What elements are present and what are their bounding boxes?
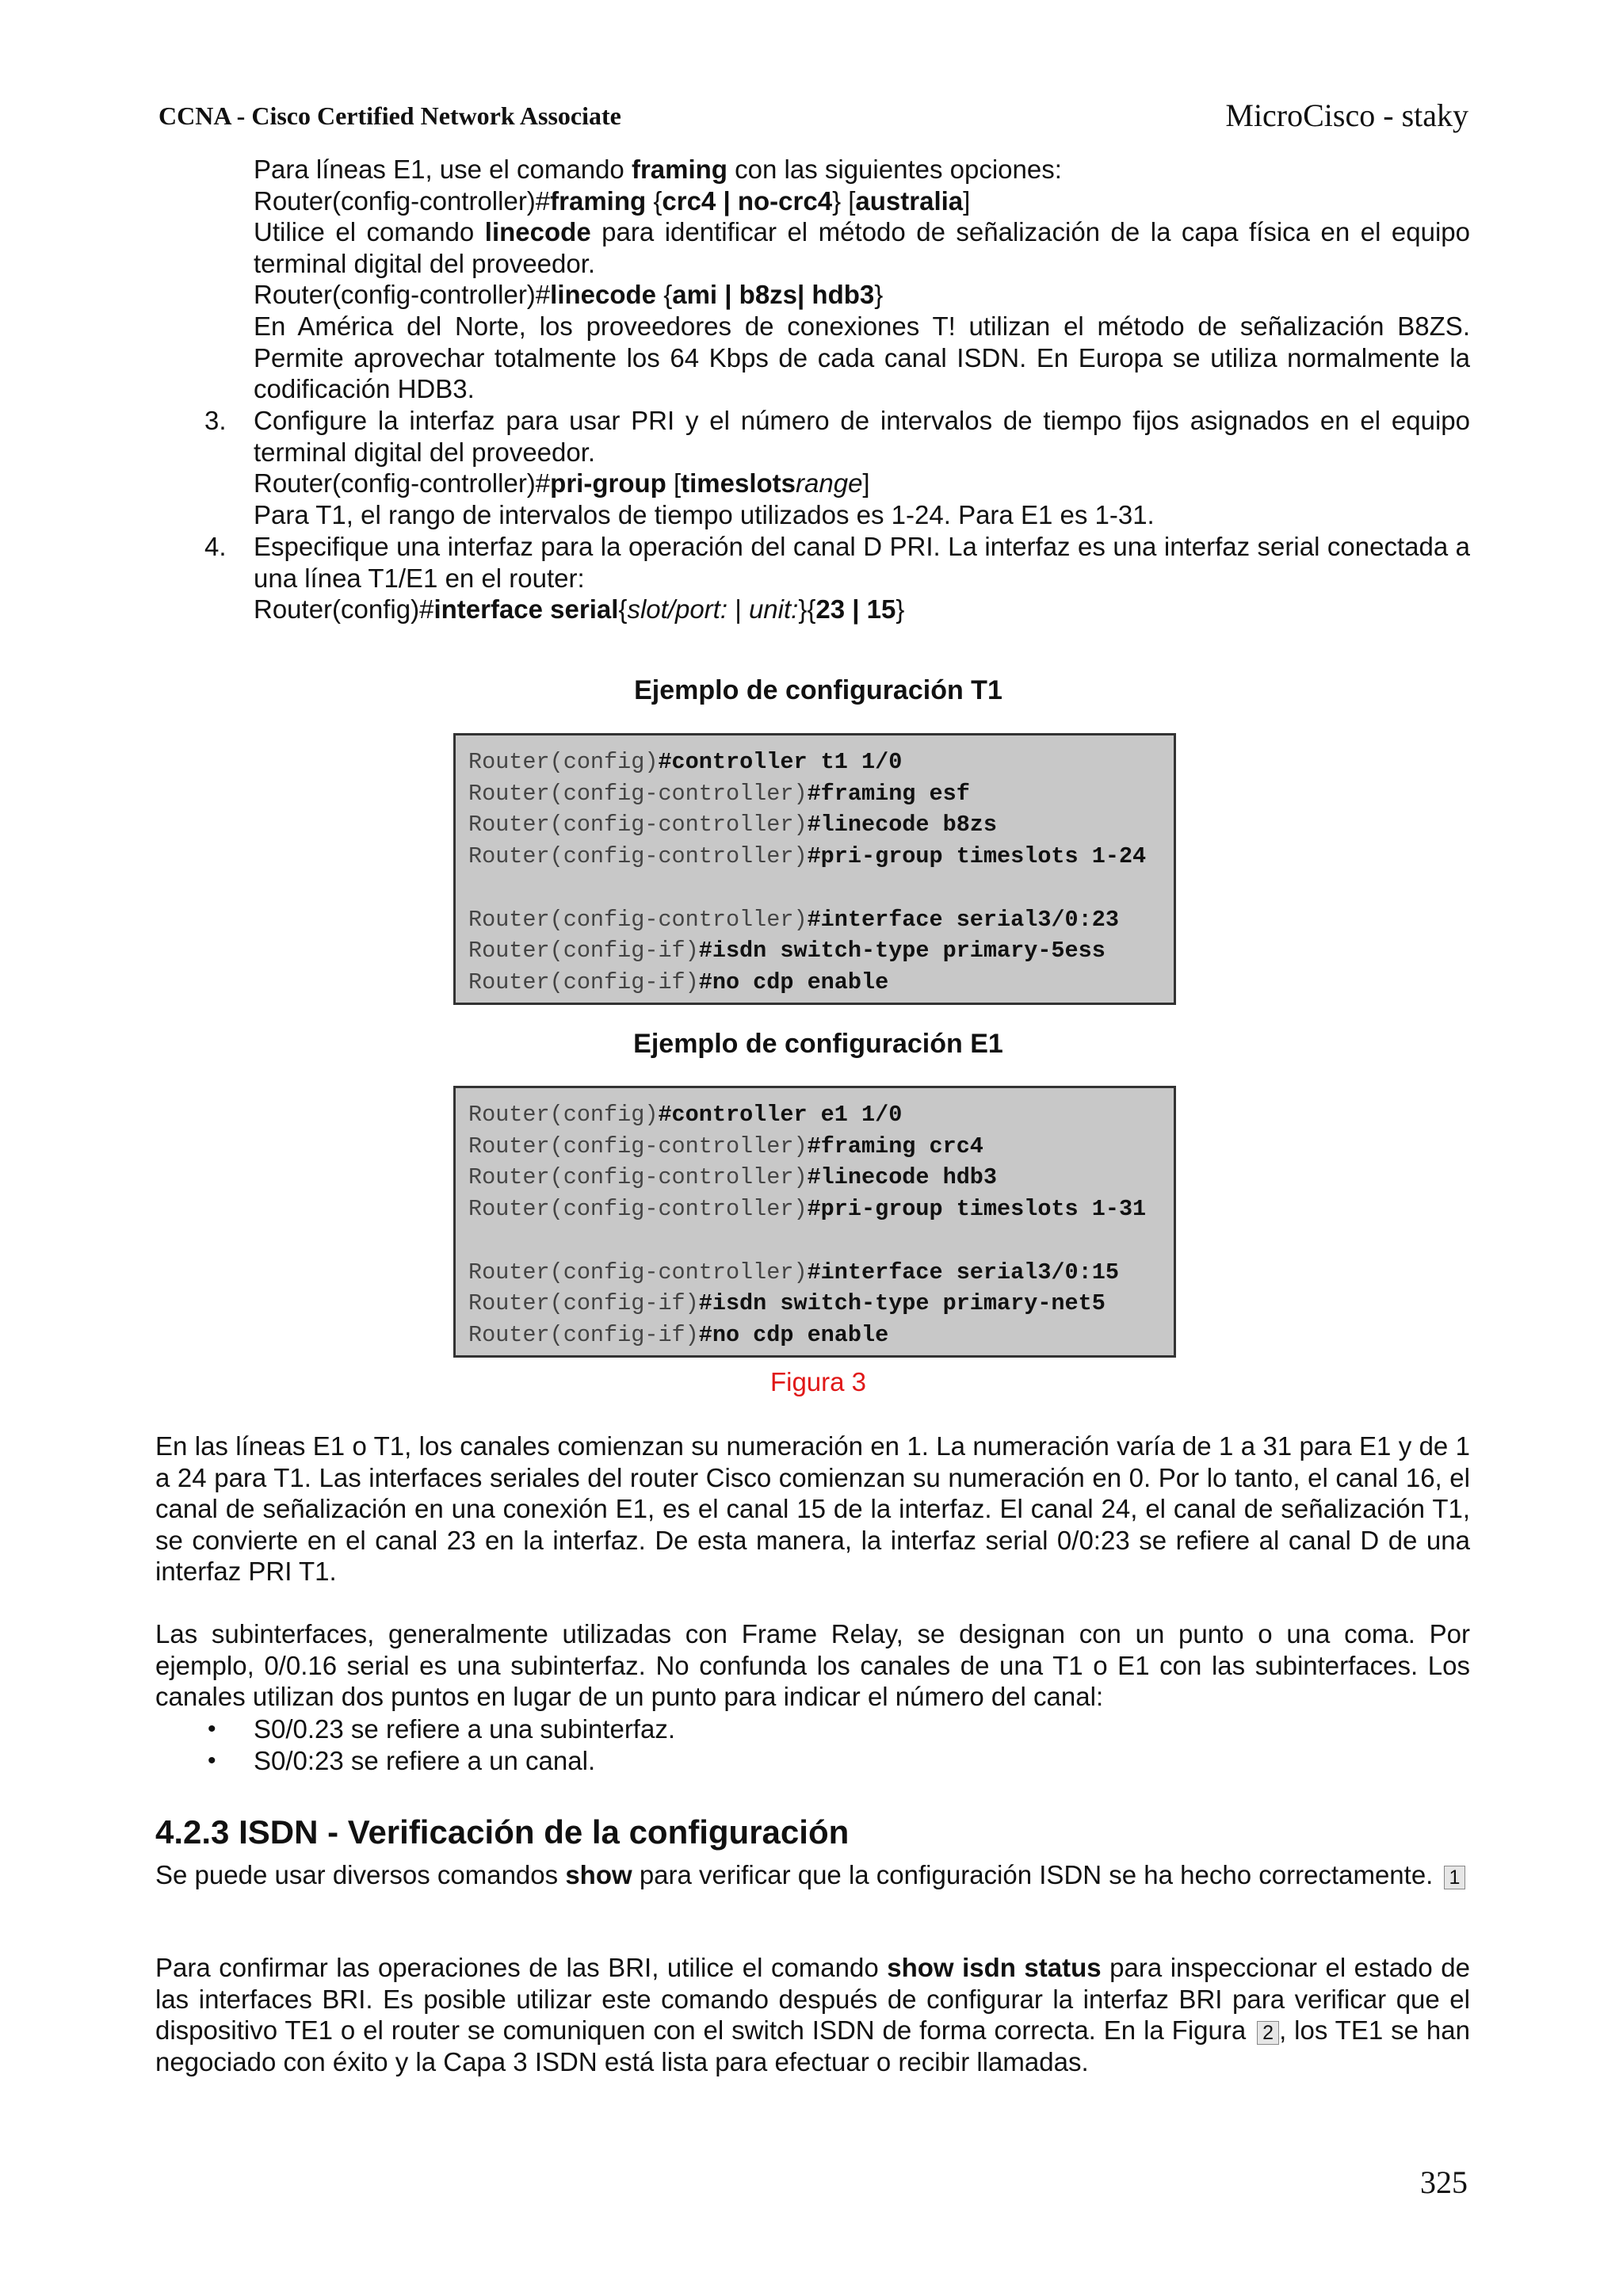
code-command: #controller e1 1/0 — [658, 1102, 903, 1128]
bullet-subinterface: S0/0.23 se refiere a una subinterfaz. — [254, 1714, 675, 1744]
step-4-command: Router(config)#interface serial{slot/port: | unit:}{23 | 15} — [254, 594, 905, 625]
bullet-dot: • — [208, 1716, 216, 1742]
code-command: #interface serial3/0:23 — [807, 906, 1119, 933]
code-prompt: Router(config-controller) — [468, 1164, 808, 1191]
code-command: #no cdp enable — [698, 1321, 889, 1348]
code-line — [468, 1320, 1174, 1351]
bullet-dot: • — [208, 1748, 216, 1774]
code-command: #isdn switch-type primary-net5 — [698, 1290, 1106, 1317]
subinterfaces-paragraph: Las subinterfaces, generalmente utilizadas con Frame Relay, se designan con un punto o una coma. Por ejemplo, 0/0.16 serial es una subinterfaz. No confunda los canales de una T1 o E1 con las subinterfaces. Los canales utilizan dos puntos en lugar de un punto para indicar el número del canal: — [155, 1619, 1470, 1712]
figure-1-link[interactable]: 1 — [1444, 1866, 1466, 1889]
code-command: #pri-group timeslots 1-24 — [807, 843, 1147, 870]
step-4-number: 4. — [204, 532, 227, 561]
show-commands-paragraph: Se puede usar diversos comandos show para verificar que la configuración ISDN se ha hecho correctamente. 1 — [155, 1859, 1470, 1891]
code-command: #pri-group timeslots 1-31 — [807, 1196, 1147, 1223]
e1-options-block — [254, 154, 1470, 405]
code-line — [468, 809, 1174, 841]
linecode-intro: Utilice el comando linecode para identificar el método de señalización de la capa física en el equipo terminal digital del proveedor. — [254, 217, 1470, 278]
linecode-command: Router(config-controller)#linecode {ami | b8zs| hdb3} — [254, 280, 884, 310]
code-prompt: Router(config) — [468, 749, 659, 775]
section-heading: 4.2.3 ISDN - Verificación de la configuración — [155, 1813, 850, 1851]
step-4-text: Especifique una interfaz para la operación del canal D PRI. La interfaz es una interfaz serial conectada a una línea T1/E1 en el router: — [254, 532, 1470, 593]
t1-example-title: Ejemplo de configuración T1 — [634, 675, 1002, 705]
code-command: #controller t1 1/0 — [658, 749, 903, 775]
code-prompt: Router(config-controller) — [468, 843, 808, 870]
show-isdn-status-paragraph: Para confirmar las operaciones de las BRI, utilice el comando show isdn status para inspeccionar el estado de las interfaces BRI. Es posible utilizar este comando después de configurar la interfaz BRI para verificar que el dispositivo TE1 o el router se comuniquen con el switch ISDN de forma correcta. En la Figura 2 , los TE1 se han negociado con éxito y la Capa 3 ISDN está lista para efectuar o recibir llamadas. — [155, 1953, 1470, 2076]
code-command: #framing esf — [807, 780, 970, 807]
code-line — [468, 747, 1174, 778]
code-line — [468, 967, 1174, 999]
code-line — [468, 1288, 1174, 1320]
code-prompt: Router(config) — [468, 1102, 659, 1128]
code-line — [468, 1131, 1174, 1163]
code-line — [468, 904, 1174, 936]
step-4-block — [254, 531, 1470, 625]
code-line — [468, 1162, 1174, 1194]
code-blank-line — [468, 873, 1174, 904]
code-prompt: Router(config-controller) — [468, 906, 808, 933]
linecode-note: En América del Norte, los proveedores de conexiones T! utilizan el método de señalización B8ZS. Permite aprovechar totalmente los 64 Kbps de cada canal ISDN. En Europa se utiliza normalmente la codificación HDB3. — [254, 311, 1470, 404]
code-command: #framing crc4 — [807, 1133, 983, 1159]
code-line — [468, 778, 1174, 810]
e1-example-title: Ejemplo de configuración E1 — [633, 1029, 1003, 1059]
code-prompt: Router(config-controller) — [468, 1196, 808, 1223]
step-3-number: 3. — [204, 406, 227, 435]
code-command: #isdn switch-type primary-5ess — [698, 938, 1106, 965]
figure-2-link[interactable]: 2 — [1257, 2021, 1279, 2045]
code-line — [468, 1257, 1174, 1289]
step-3-text: Configure la interfaz para usar PRI y el número de intervalos de tiempo fijos asignados en el equipo terminal digital del proveedor. — [254, 406, 1470, 467]
code-line — [468, 841, 1174, 873]
e1-framing-intro: Para líneas E1, use el comando framing con las siguientes opciones: — [254, 155, 1062, 184]
e1-framing-command: Router(config-controller)#framing {crc4 | no-crc4} [australia] — [254, 185, 971, 216]
code-line — [468, 1194, 1174, 1225]
code-line — [468, 1099, 1174, 1131]
step-3-note: Para T1, el rango de intervalos de tiempo utilizados es 1-24. Para E1 es 1-31. — [254, 499, 1155, 529]
code-prompt: Router(config-controller) — [468, 1259, 808, 1286]
code-command: #no cdp enable — [698, 968, 889, 995]
step-3-command: Router(config-controller)#pri-group [timeslotsrange] — [254, 468, 870, 499]
code-command: #linecode hdb3 — [807, 1164, 998, 1191]
code-prompt: Router(config-controller) — [468, 812, 808, 839]
e1-config-code — [453, 1086, 1176, 1358]
code-command: #linecode b8zs — [807, 812, 998, 839]
running-header-author: MicroCisco - staky — [1225, 97, 1468, 133]
bullet-channel: S0/0:23 se refiere a un canal. — [254, 1746, 596, 1775]
figure-caption: Figura 3 — [769, 1367, 867, 1396]
code-prompt: Router(config-controller) — [468, 780, 808, 807]
running-header-title: CCNA - Cisco Certified Network Associate — [158, 101, 621, 130]
code-prompt: Router(config-if) — [468, 938, 699, 965]
t1-config-code — [453, 733, 1176, 1005]
code-command: #interface serial3/0:15 — [807, 1259, 1119, 1286]
code-prompt: Router(config-if) — [468, 1321, 699, 1348]
code-prompt: Router(config-if) — [468, 968, 699, 995]
step-3-block — [254, 405, 1470, 530]
code-prompt: Router(config-controller) — [468, 1133, 808, 1159]
page-number: 325 — [1420, 2164, 1468, 2200]
code-prompt: Router(config-if) — [468, 1290, 699, 1317]
code-blank-line — [468, 1225, 1174, 1257]
code-line — [468, 935, 1174, 967]
channel-numbering-paragraph: En las líneas E1 o T1, los canales comienzan su numeración en 1. La numeración varía de 1 a 31 para E1 y de 1 a 24 para T1. Las interfaces seriales del router Cisco comienzan su numeración en 0. Por lo tanto, el canal 16, el canal de señalización en una conexión E1, es el canal 15 de la interfaz. El canal 24, el canal de señalización T1, se convierte en el canal 23 en la interfaz. De esta manera, la interfaz serial 0/0:23 se refiere al canal D de una interfaz PRI T1. — [155, 1431, 1470, 1587]
